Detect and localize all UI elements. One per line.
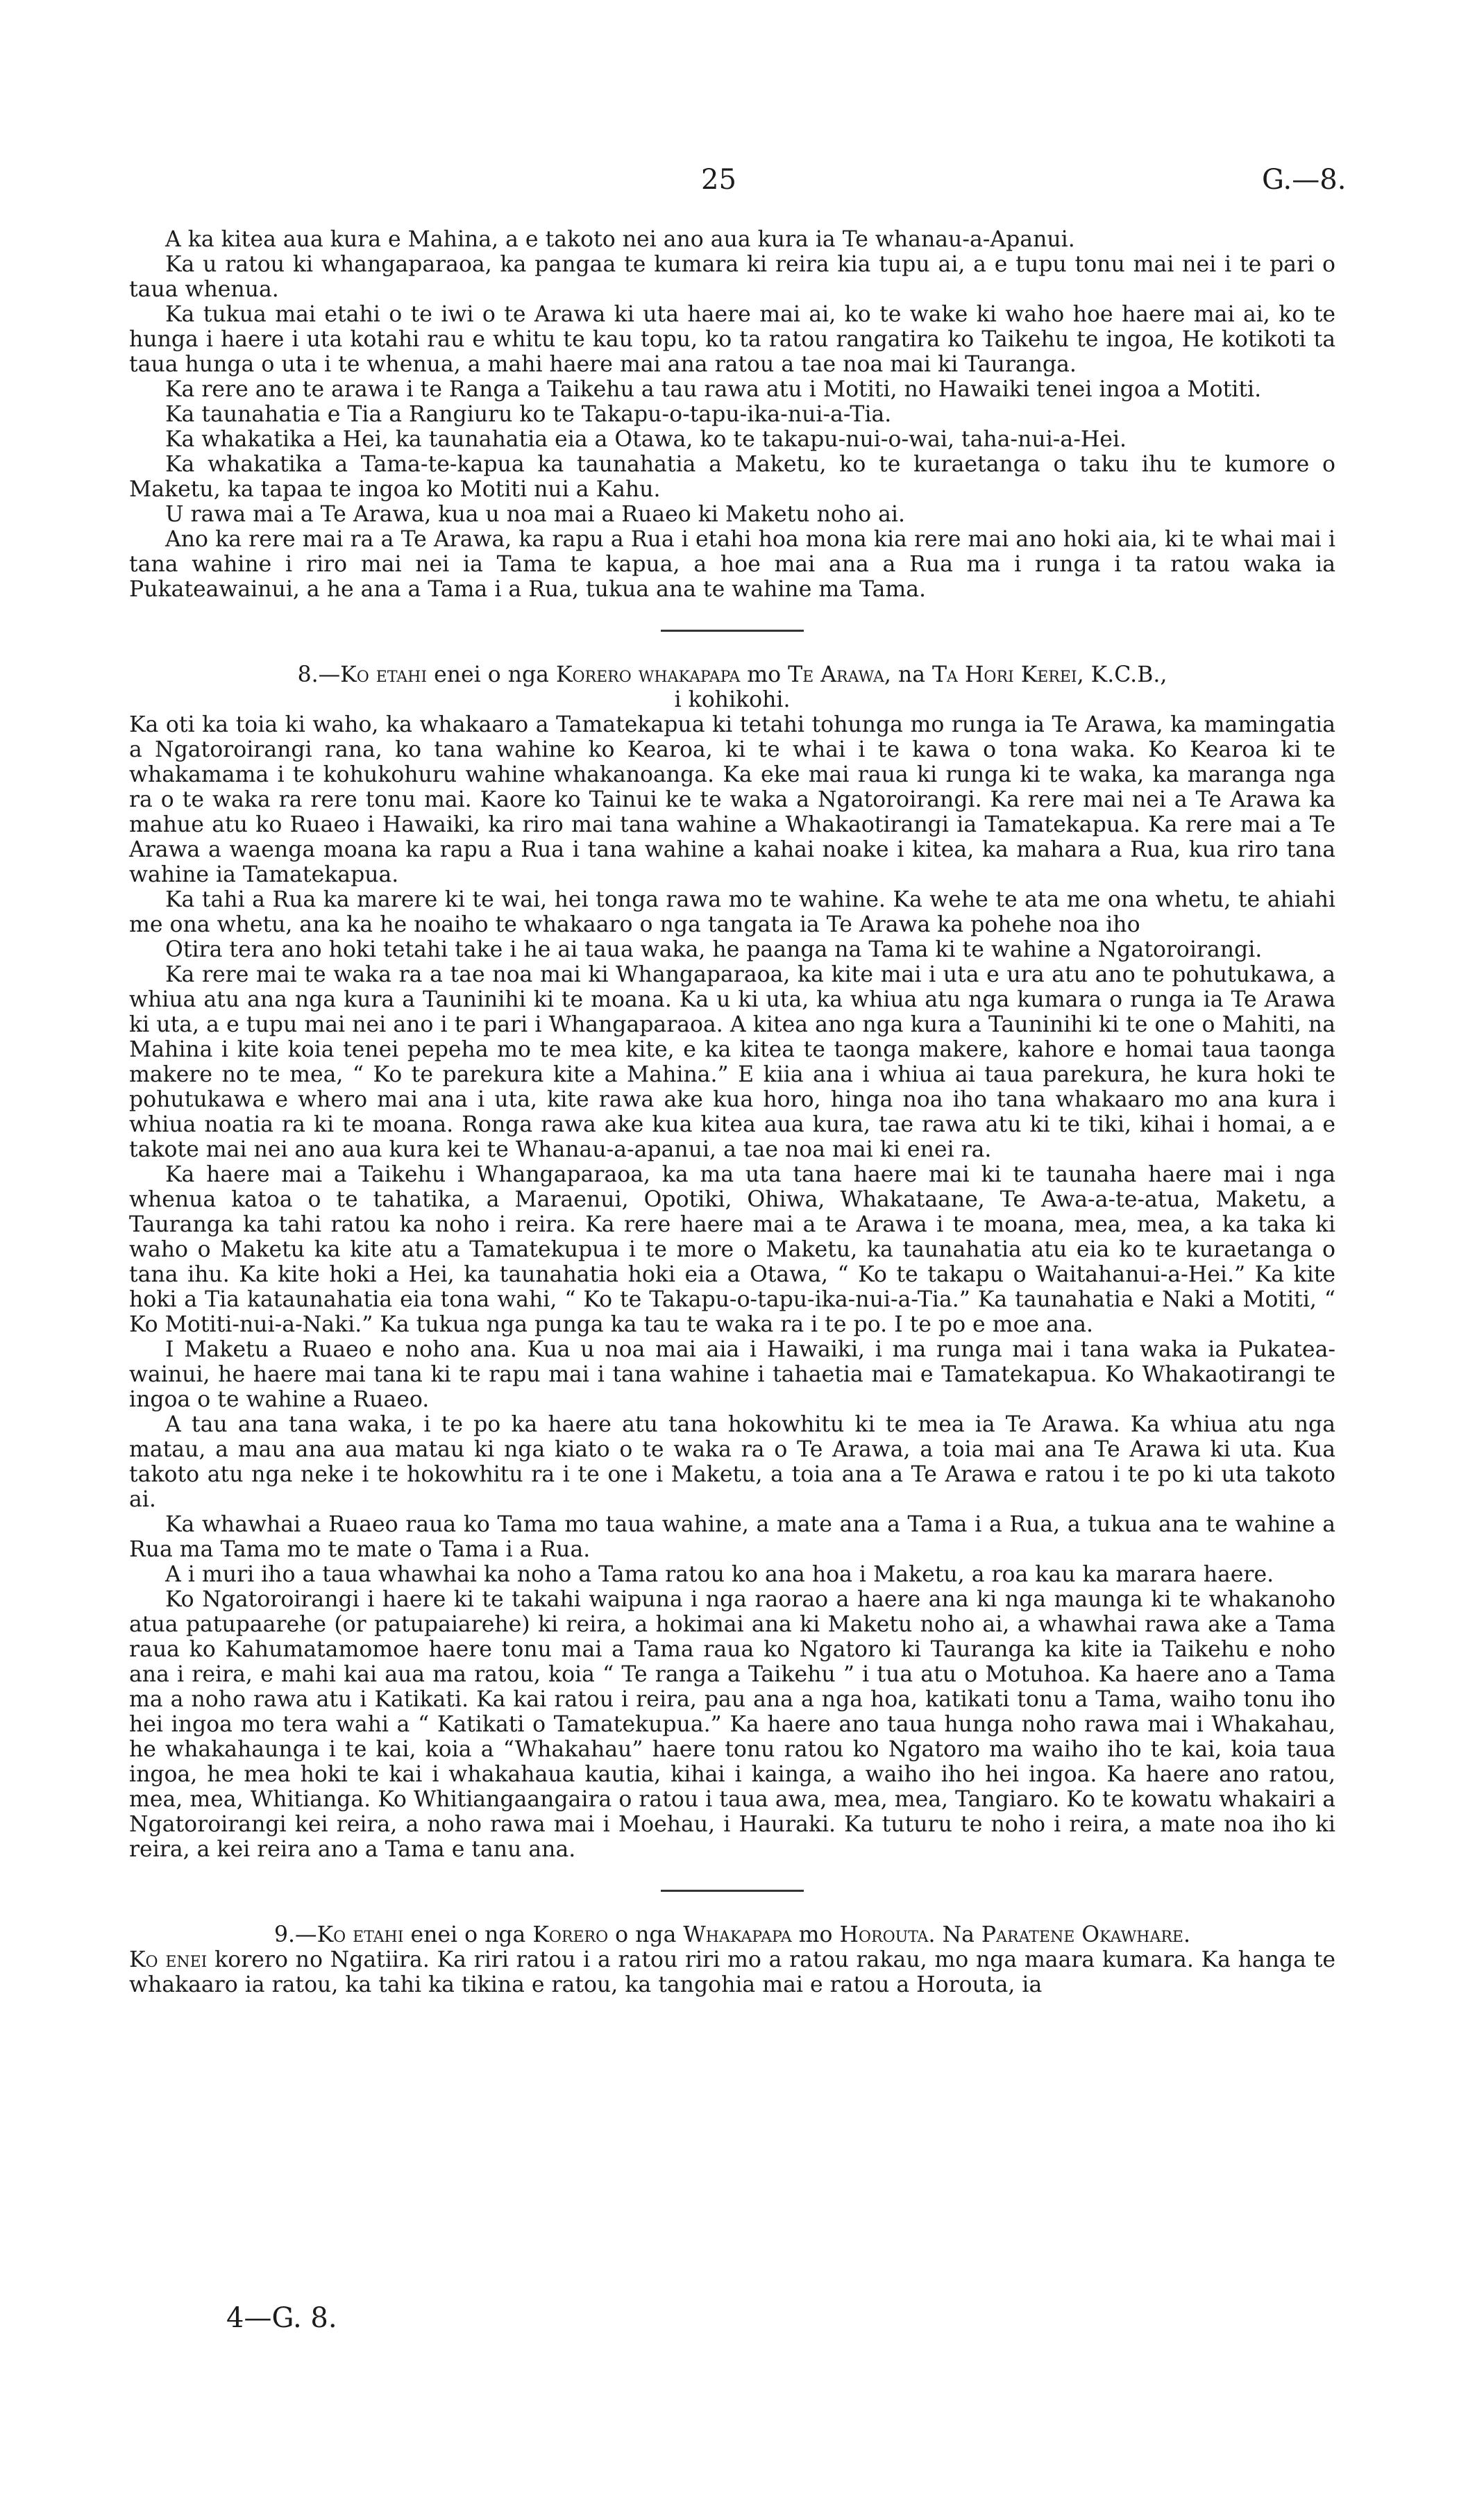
paragraph: Ko Ngatoroirangi i haere ki te takahi waipuna i nga raorao a haere ana ki nga maunga ki te whakanoho atua patupaarehe (or patupaiarehe) ki reira, a hokimai ana ki Maketu noho ai, a whawhai rawa ake a Tama raua ko Kahumatamomoe haere tonu mai a Tama raua ko Ngatoro ki Tauranga ka kite ia Taikehu e noho ana i reira, e mahi kai aua ma ratou, koia “ Te ranga a Taikehu ” i tua atu o Motuhoa. Ka haere ano a Tama ma a noho rawa atu i Katikati. Ka kai ratou i reira, pau ana a nga hoa, katikati tonu a Tama, waiho tonu iho hei ingoa mo tera wahi a “ Katikati o Tamatekupua.” Ka haere ano taua hunga noho rawa mai i Whakahau, he whakahaunga i te kai, koia a “Whakahau” haere tonu ratou ko Ngatoro ma waiho iho te kai, koia taua ingoa, he mea hoki te kai i whakahaua kautia, kihai i kainga, a waiho iho hei ingoa. Ka haere ano ratou, mea, mea, Whitianga. Ko Whitiangaangaira o ratou i taua awa, mea, mea, Tangiaro. Ko te kowatu whakairi a Ngatoroirangi kei reira, a noho rawa mai i Moehau, i Hauraki. Ka tuturu te noho i reira, a mate noa iho ki reira, a kei reira ano a Tama e tanu ana. xyxy=(129,1587,1335,1862)
paragraph: Ka oti ka toia ki waho, ka whakaaro a Tamatekapua ki tetahi tohunga mo runga ia Te Arawa, ka mamingatia a Ngatoroirangi rana, ko tana wahine ko Kearoa, ki te whai i te kawa o tona waka. Ko Kearoa ki te whakamama i te kohukohuru wahine whakanoanga. Ka eke mai raua ki runga ki te waka, ka maranga nga ra o te waka ra rere tonu mai. Kaore ko Tainui ke te waka a Ngatoroirangi. Ka rere mai nei a Te Arawa ka mahue atu ko Ruaeo i Hawaiki, ka riro mai tana wahine a Whakaotirangi ia Tamatekapua. Ka rere mai a Te Arawa a waenga moana ka rapu a Rua i tana wahine a kahai noake i kitea, ka mahara a Rua, kua riro tana wahine ia Tamatekapua. xyxy=(129,712,1335,887)
paragraph: Ka whawhai a Ruaeo raua ko Tama mo taua wahine, a mate ana a Tama i a Rua, a tukua ana te wahine a Rua ma Tama mo te mate o Tama i a Rua. xyxy=(129,1512,1335,1562)
page-body xyxy=(129,227,1335,1997)
paragraph: A ka kitea aua kura e Mahina, a e takoto nei ano aua kura ia Te whanau-a-Apanui. xyxy=(165,227,1075,252)
paragraph: Ka whakatika a Hei, ka taunahatia eia a Otawa, ko te takapu-nui-o-wai, taha-nui-a-Hei. xyxy=(165,427,1127,452)
paragraph: Ka rere mai te waka ra a tae noa mai ki Whangaparaoa, ka kite mai i uta e ura atu ano te pohutukawa, a whiua atu ana nga kura a Tauninihi ki te moana. Ka u ki uta, ka whiua atu nga kumara o runga ia Te Arawa ki uta, a e tupu mai nei ano i te pari i Whangaparaoa. A kitea ano nga kura a Tauninihi ki te one o Mahiti, na Mahina i kite koia tenei pepeha mo te mea kite, e ka kitea te taonga makere, kahore e homai taua taonga makere no te mea, “ Ko te parekura kite a Mahina.” E kiia ana i whiua ai taua parekura, he kura hoki te pohutukawa e whero mai ana i uta, kite rawa ake kua horo, hinga noa iho tana whakaaro mo ana kura i whiua noatia ra ki te moana. Ronga rawa ake kua kitea aua kura, tae rawa atu ki te tiki, kihai i homai, a e takote mai nei ano aua kura kei te Whanau-a-apanui, a tae noa mai ki enei ra. xyxy=(129,962,1335,1162)
section-divider xyxy=(661,1890,804,1892)
paragraph: A i muri iho a taua whawhai ka noho a Tama ratou ko ana hoa i Maketu, a roa kau ka marara haere. xyxy=(165,1562,1274,1587)
section-8-subtitle: i kohikohi. xyxy=(674,687,791,712)
section-9-number: 9.— xyxy=(274,1922,317,1947)
section-divider xyxy=(661,630,804,632)
paragraph: Ko enei korero no Ngatiira. Ka riri ratou i a ratou riri mo a ratou rakau, mo nga maara kumara. Ka hanga te whakaaro ia ratou, ka tahi ka tikina e ratou, ka tangohia mai e ratou a Horouta, ia xyxy=(129,1947,1335,1997)
paragraph: Ka tukua mai etahi o te iwi o te Arawa ki uta haere mai ai, ko te wake ki waho hoe haere mai ai, ko te hunga i haere i uta kotahi rau e whitu te kau topu, ko ta ratou rangatira ko Taikehu te ingoa, He kotikoti ta taua hunga o uta i te whenua, a mahi haere mai ana ratou a tae noa mai ki Tauranga. xyxy=(129,302,1335,377)
paragraph: U rawa mai a Te Arawa, kua u noa mai a Ruaeo ki Maketu noho ai. xyxy=(165,502,905,527)
paragraph: Otira tera ano hoki tetahi take i he ai taua waka, he paanga na Tama ki te wahine a Ngatoroirangi. xyxy=(165,937,1263,962)
paragraph: Ano ka rere mai ra a Te Arawa, ka rapu a Rua i etahi hoa mona kia rere mai ano hoki aia, ki te whai mai i tana wahine i riro mai nei ia Tama te kapua, a hoe mai ana a Rua ma i runga i ta ratou waka ia Pukateawainui, a he ana a Tama i a Rua, tukua ana te wahine ma Tama. xyxy=(129,527,1335,602)
document-reference: G.—8. xyxy=(1262,164,1347,196)
paragraph: Ka whakatika a Tama-te-kapua ka taunahatia a Maketu, ko te kuraetanga o taku ihu te kumore o Maketu, ka tapaa te ingoa ko Motiti nui a Kahu. xyxy=(129,452,1335,502)
paragraph: Ka taunahatia e Tia a Rangiuru ko te Takapu-o-tapu-ika-nui-a-Tia. xyxy=(165,402,892,427)
paragraph: I Maketu a Ruaeo e noho ana. Kua u noa mai aia i Hawaiki, i ma runga mai i tana waka ia Pukatea-wainui, he haere mai tana ki te rapu mai i tana wahine i tahaetia mai e Tamatekapua. Ko Whakaotirangi te ingoa o te wahine a Ruaeo. xyxy=(129,1337,1335,1412)
paragraph: Ka rere ano te arawa i te Ranga a Taikehu a tau rawa atu i Motiti, no Hawaiki tenei ingoa a Motiti. xyxy=(165,377,1262,402)
paragraph: Ka tahi a Rua ka marere ki te wai, hei tonga rawa mo te wahine. Ka wehe te ata me ona whetu, te ahiahi me ona whetu, ana ka he noaiho te whakaaro o nga tangata ia Te Arawa ka pohehe noa iho xyxy=(129,887,1335,937)
sheet-mark: 4—G. 8. xyxy=(226,2302,337,2334)
paragraph: Ka haere mai a Taikehu i Whangaparaoa, ka ma uta tana haere mai ki te taunaha haere mai i nga whenua katoa o te tahatika, a Maraenui, Opotiki, Ohiwa, Whakataane, Te Awa-a-te-atua, Maketu, a Tauranga ka tahi ratou ka noho i reira. Ka rere haere mai a te Arawa i te moana, mea, mea, a ka taka ki waho o Maketu ka kite atu a Tamatekupua i te more o Maketu, ka taunahatia atu eia ko te kuraetanga o tana ihu. Ka kite hoki a Hei, ka taunahatia hoki eia a Otawa, “ Ko te takapu o Waitahanui-a-Hei.” Ka kite hoki a Tia kataunahatia eia tona wahi, “ Ko te Takapu-o-tapu-ika-nui-a-Tia.” Ka taunahatia e Naki a Motiti, “ Ko Motiti-nui-a-Naki.” Ka tukua nga punga ka tau te waka ra i te po. I te po e moe ana. xyxy=(129,1162,1335,1337)
section-8-number: 8.— xyxy=(297,662,341,687)
section-9-title: 9.—Ko etahi enei o nga Korero o nga Whakapapa mo Horouta. Na Paratene Okawhare. xyxy=(274,1922,1190,1947)
paragraph: Ka u ratou ki whangaparaoa, ka pangaa te kumara ki reira kia tupu ai, a e tupu tonu mai nei i te pari o taua whenua. xyxy=(129,252,1335,302)
page-number: 25 xyxy=(701,164,736,196)
paragraph: A tau ana tana waka, i te po ka haere atu tana hokowhitu ki te mea ia Te Arawa. Ka whiua atu nga matau, a mau ana aua matau ki nga kiato o te waka ra o Te Arawa, a toia mai ana Te Arawa ki uta. Kua takoto atu nga neke i te hokowhitu ra i te one i Maketu, a toia ana a Te Arawa e ratou i te po ki uta takoto ai. xyxy=(129,1412,1335,1512)
section-8-title: 8.—Ko etahi enei o nga Korero whakapapa mo Te Arawa, na Ta Hori Kerei, K.C.B., xyxy=(297,662,1167,687)
